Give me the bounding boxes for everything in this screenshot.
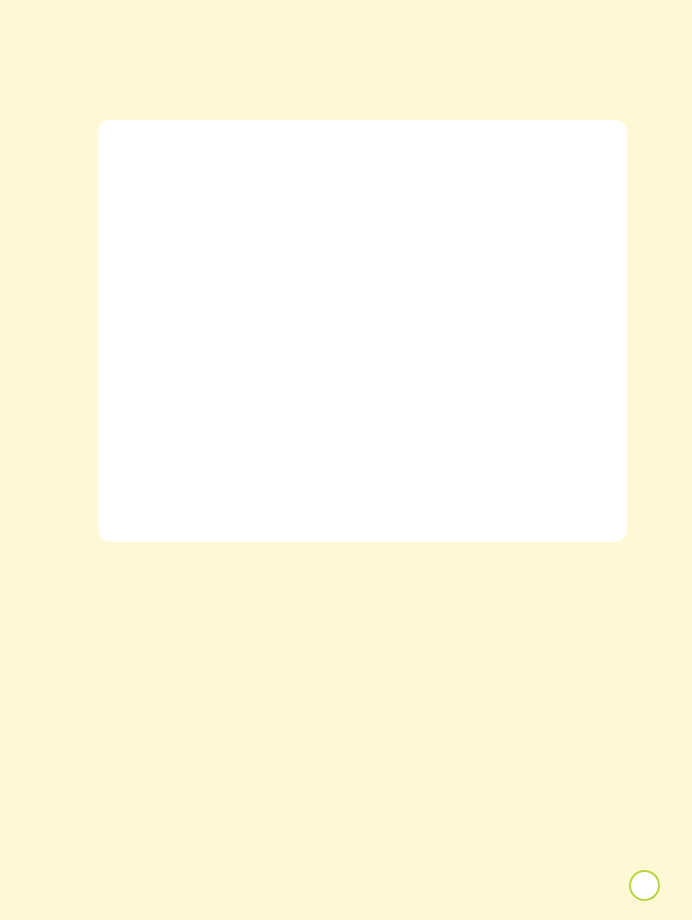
checkered-border-bottom [0, 858, 692, 920]
page-number [631, 872, 658, 899]
checkered-border-top [0, 0, 692, 40]
dot-grid-board [98, 120, 627, 542]
